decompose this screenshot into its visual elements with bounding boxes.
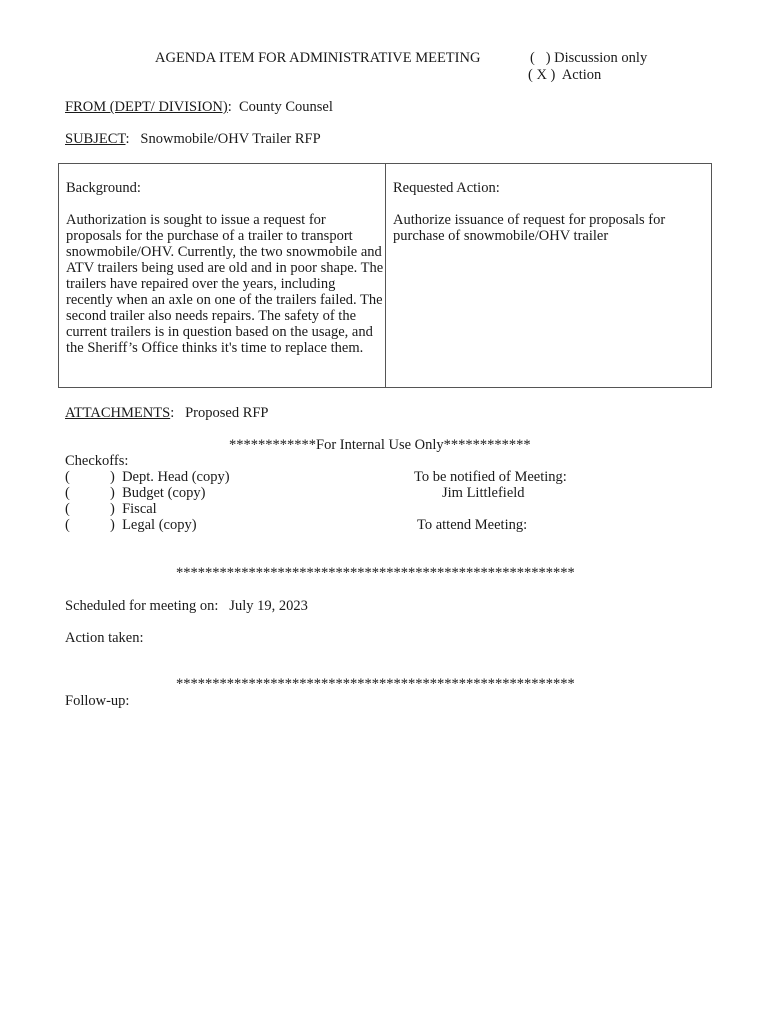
from-value: : County Counsel	[227, 99, 333, 115]
agenda-title: AGENDA ITEM FOR ADMINISTRATIVE MEETING	[155, 50, 481, 66]
scheduled-label: Scheduled for meeting on:	[65, 598, 219, 614]
checkoff-box: (	[65, 517, 70, 533]
background-text: Authorization is sought to issue a request for proposals for the purchase of a trailer to transport snowmobile/OHV. Currently, the two snowmobile and ATV trailers being used are old and in poor shape. The trailers have repaired over the years, including recently when an axle on one of the trailers failed. The second trailer also needs repairs. The safety of the current trailers is in question based on the usage, and the Sheriff’s Office thinks it's time to replace them.	[66, 212, 384, 356]
attachments-line	[65, 405, 269, 421]
attend-label: To attend Meeting:	[417, 517, 528, 533]
action-option: ( X ) Action	[528, 67, 602, 83]
asterisk-divider: *******************************************************	[176, 676, 575, 692]
checkoff-label: ) Legal (copy)	[110, 517, 197, 533]
checkoff-box: (	[65, 501, 70, 517]
requested-action-heading: Requested Action:	[393, 180, 500, 196]
checkoff-label: ) Dept. Head (copy)	[110, 469, 230, 485]
attachments-value: : Proposed RFP	[170, 405, 269, 421]
subject-value: : Snowmobile/OHV Trailer RFP	[125, 131, 321, 147]
asterisk-divider: *******************************************************	[176, 565, 575, 581]
checkoff-label: ) Fiscal	[110, 501, 157, 517]
from-label: FROM (DEPT/ DIVISION)	[65, 99, 228, 115]
subject-label: SUBJECT	[65, 131, 126, 147]
checkoffs-label: Checkoffs:	[65, 453, 129, 469]
background-action-table	[58, 163, 712, 388]
background-heading: Background:	[66, 180, 141, 196]
notify-label: To be notified of Meeting:	[414, 469, 567, 485]
table-column-divider	[385, 164, 386, 387]
checkoff-label: ) Budget (copy)	[110, 485, 206, 501]
requested-action-text: Authorize issuance of request for proposals for purchase of snowmobile/OHV trailer	[393, 212, 666, 244]
discussion-only-option: ( ) Discussion only	[530, 50, 648, 66]
notify-name: Jim Littlefield	[442, 485, 525, 501]
from-line	[65, 99, 333, 115]
checkoff-box: (	[65, 469, 70, 485]
scheduled-date: July 19, 2023	[229, 598, 308, 614]
subject-line	[65, 131, 321, 147]
attachments-label: ATTACHMENTS	[65, 405, 171, 421]
checkoff-box: (	[65, 485, 70, 501]
followup-label: Follow-up:	[65, 693, 130, 709]
scheduled-line	[65, 598, 308, 614]
internal-use-banner: ************For Internal Use Only************	[229, 437, 531, 453]
action-taken-label: Action taken:	[65, 630, 144, 646]
